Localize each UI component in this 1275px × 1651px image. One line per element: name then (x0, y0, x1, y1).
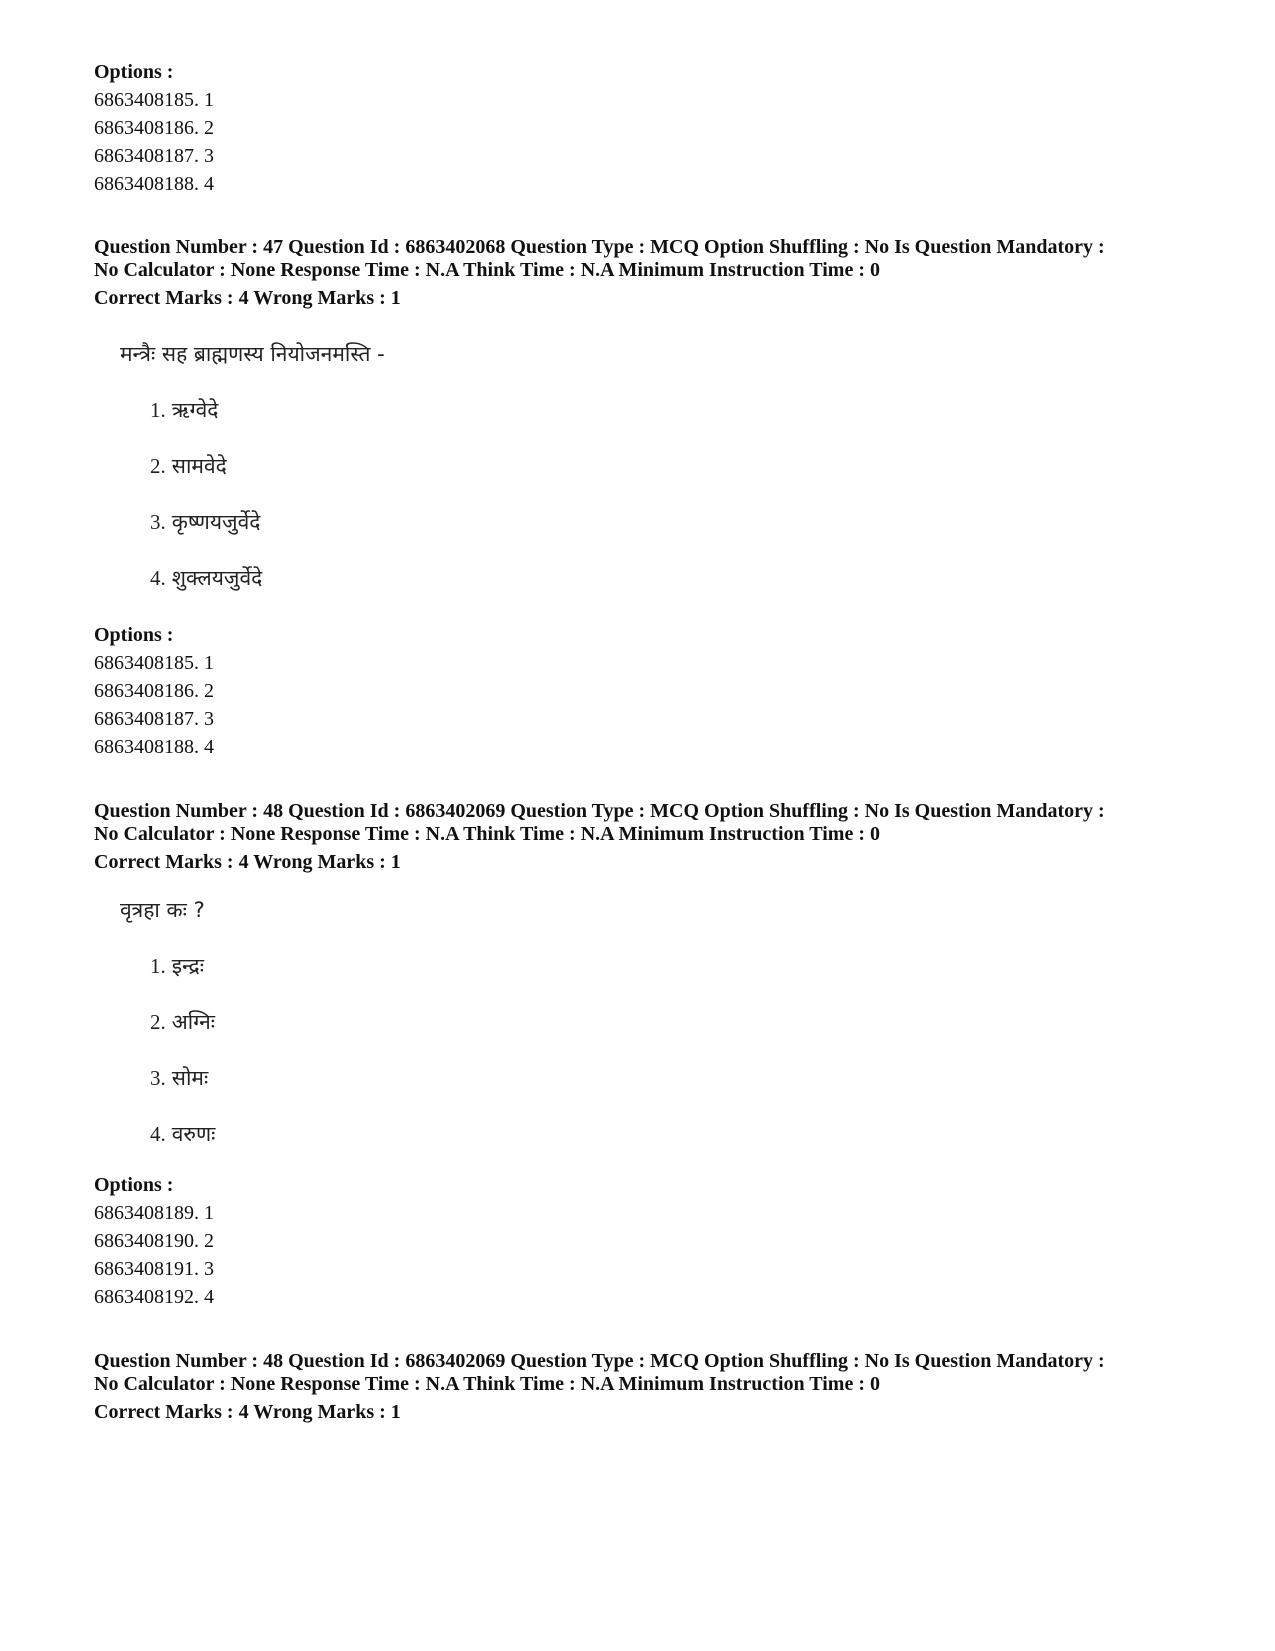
question-header: Question Number : 48 Question Id : 6863402069 Question Type : MCQ Option Shuffling : No Is Question Mandatory : (94, 800, 1105, 822)
question-marks: Correct Marks : 4 Wrong Marks : 1 (94, 851, 401, 873)
question-header-line2: No Calculator : None Response Time : N.A Think Time : N.A Minimum Instruction Time : 0 (94, 259, 880, 281)
choice-text: अग्निः (171, 1010, 216, 1034)
options-label: Options : (94, 624, 174, 646)
option-id-line: 6863408190. 2 (94, 1230, 214, 1252)
question-header: Question Number : 48 Question Id : 6863402069 Question Type : MCQ Option Shuffling : No Is Question Mandatory : (94, 1350, 1105, 1372)
option-id-line: 6863408186. 2 (94, 680, 214, 702)
option-id-line: 6863408188. 4 (94, 736, 214, 758)
choice-text: वरुणः (171, 1122, 216, 1146)
choice-number: 4. (150, 566, 166, 590)
choice-text: कृष्णयजुर्वेदे (171, 510, 261, 534)
option-id-line: 6863408191. 3 (94, 1258, 214, 1280)
option-id-line: 6863408187. 3 (94, 145, 214, 167)
question-header-line2: No Calculator : None Response Time : N.A Think Time : N.A Minimum Instruction Time : 0 (94, 1373, 880, 1395)
choice-number: 2. (150, 454, 166, 478)
option-id-line: 6863408185. 1 (94, 652, 214, 674)
question-choice (150, 564, 262, 592)
choice-text: ऋग्वेदे (171, 398, 219, 422)
choice-number: 4. (150, 1122, 166, 1146)
choice-text: सोमः (171, 1066, 209, 1090)
question-choice (150, 1064, 208, 1092)
question-header: Question Number : 47 Question Id : 6863402068 Question Type : MCQ Option Shuffling : No Is Question Mandatory : (94, 236, 1105, 258)
question-choice (150, 1120, 215, 1148)
question-stem: मन्त्रैः सह ब्राह्मणस्य नियोजनमस्ति - (120, 342, 385, 366)
options-label: Options : (94, 1174, 174, 1196)
option-id-line: 6863408189. 1 (94, 1202, 214, 1224)
choice-text: सामवेदे (171, 454, 227, 478)
choice-text: शुक्लयजुर्वेदे (171, 566, 263, 590)
question-marks: Correct Marks : 4 Wrong Marks : 1 (94, 1401, 401, 1423)
question-stem: वृत्रहा कः ? (120, 898, 205, 922)
options-label: Options : (94, 61, 174, 83)
question-header-line2: No Calculator : None Response Time : N.A Think Time : N.A Minimum Instruction Time : 0 (94, 823, 880, 845)
choice-number: 1. (150, 954, 166, 978)
choice-number: 3. (150, 510, 166, 534)
choice-number: 1. (150, 398, 166, 422)
option-id-line: 6863408192. 4 (94, 1286, 214, 1308)
question-marks: Correct Marks : 4 Wrong Marks : 1 (94, 287, 401, 309)
question-choice (150, 952, 204, 980)
question-choice (150, 1008, 215, 1036)
option-id-line: 6863408187. 3 (94, 708, 214, 730)
question-choice (150, 396, 218, 424)
option-id-line: 6863408188. 4 (94, 173, 214, 195)
question-choice (150, 452, 227, 480)
question-choice (150, 508, 260, 536)
option-id-line: 6863408186. 2 (94, 117, 214, 139)
choice-text: इन्द्रः (171, 954, 204, 978)
choice-number: 2. (150, 1010, 166, 1034)
choice-number: 3. (150, 1066, 166, 1090)
option-id-line: 6863408185. 1 (94, 89, 214, 111)
